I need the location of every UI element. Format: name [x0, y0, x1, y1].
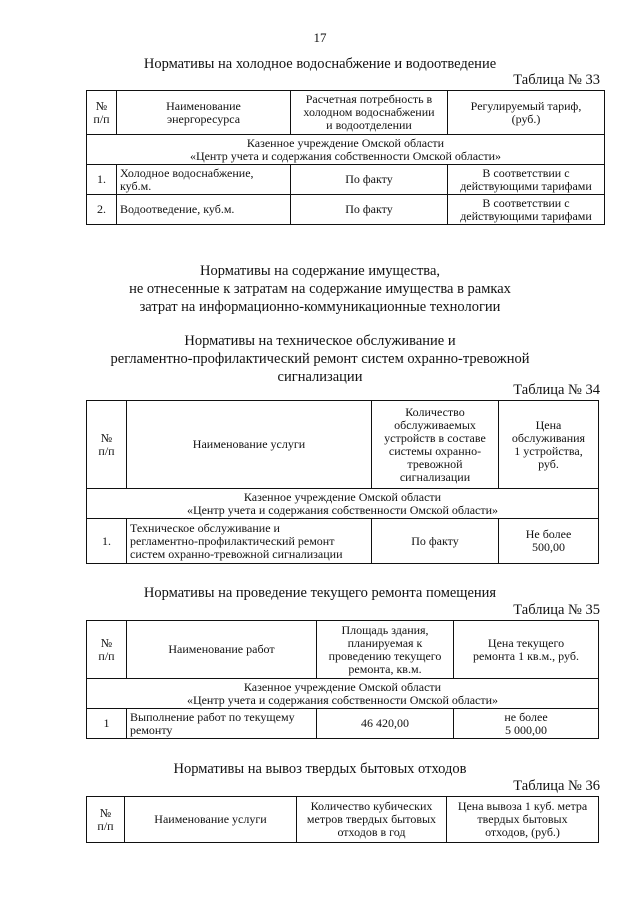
org-name: Казенное учреждение Омской области «Центр учета и содержания собственности Омской области»: [87, 489, 599, 519]
org-row: [87, 135, 605, 165]
row-name: Водоотведение, куб.м.: [117, 195, 291, 225]
header-cell: Количество обслуживаемых устройств в составе системы охранно- тревожной сигнализации: [372, 401, 499, 489]
row-number: 2.: [87, 195, 117, 225]
t34-label: Таблица № 34: [513, 382, 600, 398]
header-cell: № п/п: [87, 621, 127, 679]
page-number: 17: [313, 30, 327, 45]
t35-heading: Нормативы на проведение текущего ремонта помещения: [143, 585, 497, 601]
header-cell: № п/п: [87, 797, 125, 843]
header-cell: Наименование работ: [127, 621, 317, 679]
table-header-row: [87, 621, 599, 679]
org-name: Казенное учреждение Омской области «Центр учета и содержания собственности Омской области»: [87, 135, 605, 165]
row-number: 1.: [87, 519, 127, 564]
header-cell: № п/п: [87, 401, 127, 489]
t36-label: Таблица № 36: [513, 778, 600, 794]
t35-label: Таблица № 35: [513, 602, 600, 618]
row-quantity: По факту: [372, 519, 499, 564]
org-row: [87, 489, 599, 519]
table-row: [87, 165, 605, 195]
table-row: [87, 195, 605, 225]
table-row: [87, 519, 599, 564]
table-36: [86, 796, 599, 843]
header-cell: Цена вывоза 1 куб. метра твердых бытовых отходов, (руб.): [447, 797, 599, 843]
t34-heading: Нормативы на техническое обслуживание и регламентно-профилактический ремонт систем охранно-тревожной сигнализации: [110, 333, 530, 385]
row-price: не более 5 000,00: [454, 709, 599, 739]
org-name: Казенное учреждение Омской области «Центр учета и содержания собственности Омской области»: [87, 679, 599, 709]
t36-heading: Нормативы на вывоз твердых бытовых отходов: [173, 761, 467, 777]
table-row: [87, 709, 599, 739]
row-price: В соответствии с действующими тарифами: [448, 165, 605, 195]
section-heading: Нормативы на содержание имущества, не отнесенные к затратам на содержание имущества в рамках затрат на информационно-коммуникационные технологии: [129, 263, 511, 315]
header-cell: Площадь здания, планируемая к проведению текущего ремонта, кв.м.: [317, 621, 454, 679]
header-cell: Наименование услуги: [125, 797, 297, 843]
header-cell: Количество кубических метров твердых бытовых отходов в год: [297, 797, 447, 843]
row-number: 1.: [87, 165, 117, 195]
table-33: [86, 90, 605, 225]
row-quantity: 46 420,00: [317, 709, 454, 739]
header-cell: № п/п: [87, 91, 117, 135]
t33-heading: Нормативы на холодное водоснабжение и водоотведение: [143, 56, 497, 72]
table-34: [86, 400, 599, 564]
table-header-row: [87, 91, 605, 135]
header-cell: Наименование услуги: [127, 401, 372, 489]
row-name: Холодное водоснабжение, куб.м.: [117, 165, 291, 195]
row-name: Техническое обслуживание и регламентно-профилактический ремонт систем охранно-тревожной сигнализации: [127, 519, 372, 564]
header-cell: Регулируемый тариф, (руб.): [448, 91, 605, 135]
header-cell: Цена текущего ремонта 1 кв.м., руб.: [454, 621, 599, 679]
row-name: Выполнение работ по текущему ремонту: [127, 709, 317, 739]
row-price: В соответствии с действующими тарифами: [448, 195, 605, 225]
row-quantity: По факту: [291, 165, 448, 195]
table-header-row: [87, 797, 599, 843]
row-quantity: По факту: [291, 195, 448, 225]
row-price: Не более 500,00: [499, 519, 599, 564]
t33-label: Таблица № 33: [513, 72, 600, 88]
header-cell: Расчетная потребность в холодном водоснабжении и водоотделении: [291, 91, 448, 135]
row-number: 1: [87, 709, 127, 739]
table-header-row: [87, 401, 599, 489]
header-cell: Цена обслуживания 1 устройства, руб.: [499, 401, 599, 489]
org-row: [87, 679, 599, 709]
header-cell: Наименование энергоресурса: [117, 91, 291, 135]
table-35: [86, 620, 599, 739]
